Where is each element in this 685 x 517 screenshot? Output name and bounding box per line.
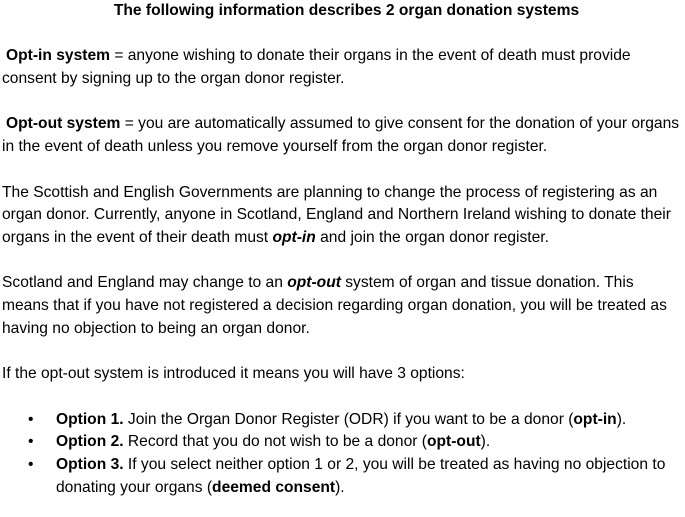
option-text: Record that you do not wish to be a donor (: [123, 433, 427, 451]
list-item: [2, 454, 681, 499]
spacer: [2, 386, 681, 409]
optin-definition-text: = anyone wishing to donate their organs in the event of death must provide consent by signing up to the organ donor register.: [2, 47, 631, 88]
governments-paragraph: [2, 182, 681, 250]
bullet-icon: •: [28, 433, 34, 451]
governments-text-before: The Scottish and English Governments are planning to change the process of registering as an organ donor. Currently, anyone in Scotland, England and Northern Ireland wishing to donate their organs in the event of their death must: [2, 183, 671, 246]
list-item: [2, 409, 681, 432]
document-title: The following information describes 2 organ donation systems: [113, 2, 580, 19]
option-text: Join the Organ Donor Register (ODR) if you want to be a donor (: [123, 410, 574, 428]
options-list: [2, 409, 681, 500]
options-intro: If the opt-out system is introduced it means you will have 3 options:: [2, 365, 465, 383]
spacer: [2, 159, 681, 182]
optout-term: Opt-out system: [6, 115, 121, 133]
option-label: Option 2.: [56, 433, 124, 451]
governments-emphasis: opt-in: [272, 228, 316, 246]
option-label: Option 3.: [56, 455, 124, 473]
spacer: [2, 91, 681, 114]
optin-definition: [2, 45, 681, 90]
spacer: [2, 340, 681, 363]
option-keyword: deemed consent: [212, 478, 336, 496]
option-keyword: opt-in: [573, 410, 617, 428]
change-text-before: Scotland and England may change to an: [2, 274, 288, 292]
optout-definition-text: = you are automatically assumed to give consent for the donation of your organs in the event of death unless you remove yourself from the organ donor register.: [2, 115, 680, 156]
change-paragraph: [2, 272, 681, 340]
optin-term: Opt-in system: [6, 47, 110, 65]
option-text-end: ).: [335, 478, 345, 496]
change-text-after: system of organ and tissue donation. This means that if you have not registered a decision regarding organ donation, you will be treated as having no objection to being an organ donor.: [2, 274, 667, 337]
spacer: [2, 23, 681, 46]
governments-text-after: and join the organ donor register.: [315, 228, 549, 246]
list-item: [2, 431, 681, 454]
change-emphasis: opt-out: [287, 274, 341, 292]
bullet-icon: •: [28, 410, 34, 428]
optout-definition: [2, 113, 681, 158]
option-text: If you select neither option 1 or 2, you will be treated as having no objection to donating your organs (: [56, 455, 666, 496]
option-text-end: ).: [616, 410, 627, 428]
option-text-end: ).: [480, 433, 491, 451]
bullet-icon: •: [28, 455, 34, 473]
option-label: Option 1.: [56, 410, 124, 428]
option-keyword: opt-out: [426, 433, 481, 451]
spacer: [2, 250, 681, 273]
